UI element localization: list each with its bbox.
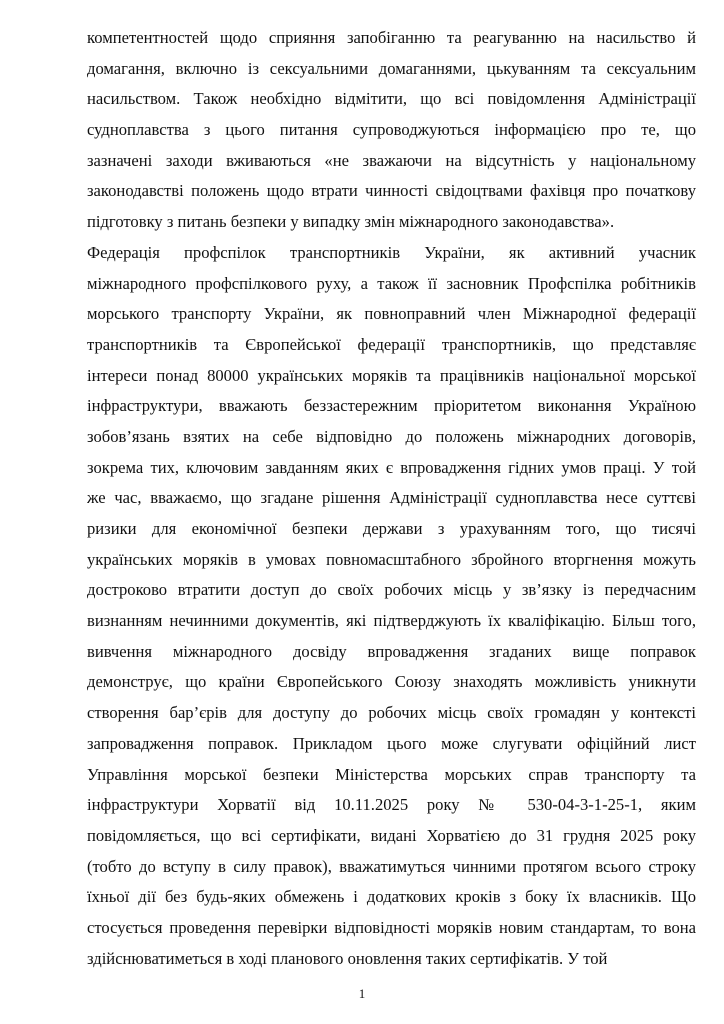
- text-line: (тобто до вступу в силу правок), вважатимуться чинними протягом всього строку: [87, 856, 696, 876]
- text-line: зокрема тих, ключовим завданням яких є впровадження гідних умов праці. У той: [87, 457, 696, 477]
- text-line: зазначені заходи вживаються «не зважаючи на відсутність у національному: [87, 150, 696, 170]
- text-line: же час, вважаємо, що згадане рішення Адміністрації судноплавства несе суттєві: [87, 488, 696, 508]
- text-line: демонструє, що країни Європейського Союзу знаходять можливість уникнути: [87, 672, 696, 692]
- text-line: підготовку з питань безпеки у випадку змін міжнародного законодавства».: [87, 212, 615, 232]
- text-line: морського транспорту України, як повноправний член Міжнародної федерації: [87, 304, 696, 324]
- text-line: міжнародного профспілкового руху, а також її засновник Профспілка робітників: [87, 273, 696, 293]
- text-line: визнанням нечинними документів, які підтверджують їх кваліфікацію. Більш того,: [87, 611, 696, 631]
- page-number: 1: [358, 986, 366, 1001]
- text-line: судноплавства з цього питання супроводжуються інформацією про те, що: [87, 120, 696, 140]
- text-line: українських моряків в умовах повномасштабного збройного вторгнення можуть: [87, 549, 696, 569]
- text-line: інтереси понад 80000 українських моряків та працівників національної морської: [87, 365, 696, 385]
- body-text: [87, 23, 696, 974]
- text-line: достроково втратити доступ до своїх робочих місць у зв’язку із передчасним: [87, 580, 696, 600]
- text-line: створення бар’єрів для доступу до робочих місць своїх громадян у контексті: [87, 703, 696, 723]
- text-line: Управління морської безпеки Міністерства морських справ транспорту та: [87, 764, 696, 784]
- text-line: зобов’язань взятих на себе відповідно до положень міжнародних договорів,: [87, 426, 696, 446]
- text-line: домагання, включно із сексуальними домаганнями, цькуванням та сексуальним: [87, 58, 696, 78]
- text-line: ризики для економічної безпеки держави з урахуванням того, що тисячі: [87, 519, 696, 538]
- text-line: стосується проведення перевірки відповідності моряків новим стандартам, то вона: [87, 917, 696, 937]
- text-line: вивчення міжнародного досвіду впровадження згаданих вище поправок: [87, 641, 696, 661]
- text-line: інфраструктури Хорватії від 10.11.2025 року № 530-04-3-1-25-1, яким: [87, 795, 696, 815]
- text-line: інфраструктури, вважають беззастережним пріоритетом виконання Україною: [87, 396, 696, 416]
- text-line: законодавстві положень щодо втрати чинності свідоцтвами фахівця про початкову: [87, 181, 696, 201]
- paragraph-1: [87, 23, 696, 238]
- text-line: насильством. Також необхідно відмітити, що всі повідомлення Адміністрації: [87, 89, 696, 109]
- text-line: компетентностей щодо сприяння запобіганню та реагуванню на насильство й: [87, 28, 696, 47]
- text-line: Федерація профспілок транспортників України, як активний учасник: [87, 242, 696, 262]
- text-line: їхньої дії без будь-яких обмежень і додаткових кроків з боку їх власників. Що: [87, 887, 696, 907]
- text-line: здійснюватиметься в ході планового оновлення таких сертифікатів. У той: [87, 948, 608, 968]
- text-line: запровадження поправок. Прикладом цього може слугувати офіційний лист: [87, 733, 696, 753]
- paragraph-2: [87, 238, 696, 975]
- text-line: транспортників та Європейської федерації транспортників, що представляє: [87, 334, 696, 354]
- text-line: повідомляється, що всі сертифікати, видані Хорватією до 31 грудня 2025 року: [87, 825, 696, 845]
